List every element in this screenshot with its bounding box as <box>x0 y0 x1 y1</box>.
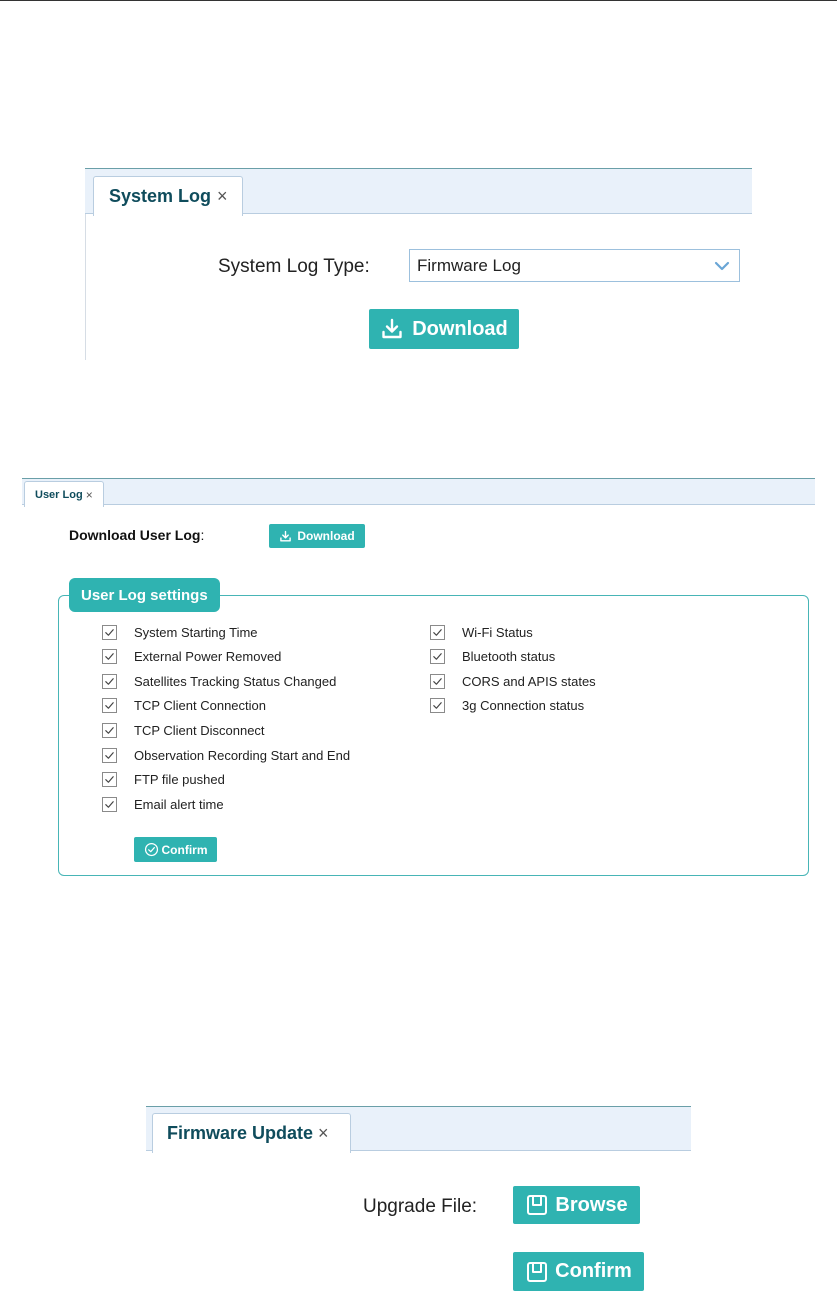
page-top-rule <box>0 0 837 1</box>
log-setting-label: Observation Recording Start and End <box>134 747 351 763</box>
checkmark-icon <box>104 725 115 736</box>
user-log-settings-title: User Log settings <box>69 578 220 612</box>
download-icon <box>279 530 292 543</box>
system-log-download-button[interactable] <box>369 309 519 349</box>
checkmark-icon <box>432 700 443 711</box>
log-setting-item[interactable] <box>102 770 225 790</box>
log-setting-item[interactable] <box>430 622 533 642</box>
log-setting-label: TCP Client Connection <box>134 698 266 714</box>
chevron-down-icon[interactable] <box>711 257 733 275</box>
system-log-type-value: Firmware Log <box>417 255 521 275</box>
download-user-log-label <box>69 527 204 543</box>
log-setting-label: Satellites Tracking Status Changed <box>134 673 337 689</box>
log-setting-label: Email alert time <box>134 796 224 812</box>
user-log-tab-strip <box>22 478 815 505</box>
log-setting-item[interactable] <box>102 696 266 716</box>
tab-user-log-label: User Log <box>35 488 83 501</box>
checkmark-icon <box>432 627 443 638</box>
download-user-log-colon: : <box>200 527 205 543</box>
firmware-confirm-label: Confirm <box>555 1260 632 1282</box>
checkmark-icon <box>104 750 115 761</box>
user-log-download-button[interactable] <box>269 524 365 548</box>
log-setting-checkbox[interactable] <box>430 625 445 640</box>
upgrade-file-label: Upgrade File: <box>363 1196 478 1217</box>
log-setting-item[interactable] <box>430 671 596 691</box>
log-setting-checkbox[interactable] <box>102 748 117 763</box>
checkmark-icon <box>104 799 115 810</box>
log-setting-item[interactable] <box>102 720 265 740</box>
log-setting-label: 3g Connection status <box>462 698 585 714</box>
log-setting-item[interactable] <box>102 647 281 667</box>
log-setting-label: External Power Removed <box>134 649 282 665</box>
tab-system-log-label: System Log <box>109 186 212 206</box>
checkmark-icon <box>104 700 115 711</box>
system-log-download-label: Download <box>412 317 508 340</box>
download-user-log-text: Download User Log <box>69 527 201 543</box>
tab-user-log[interactable] <box>24 481 104 507</box>
tab-firmware-update-close-icon[interactable]: × <box>318 1123 329 1143</box>
log-setting-item[interactable] <box>430 696 584 716</box>
tab-system-log-close-icon[interactable]: × <box>217 186 228 206</box>
checkmark-icon <box>432 676 443 687</box>
checkmark-icon <box>432 651 443 662</box>
log-setting-label: Bluetooth status <box>462 649 556 665</box>
user-log-confirm-button[interactable] <box>134 837 217 862</box>
log-setting-label: TCP Client Disconnect <box>134 722 265 738</box>
log-setting-item[interactable] <box>102 671 336 691</box>
log-setting-checkbox[interactable] <box>102 698 117 713</box>
log-setting-label: CORS and APIS states <box>462 673 596 689</box>
log-setting-item[interactable] <box>102 745 350 765</box>
checkmark-icon <box>104 774 115 785</box>
log-setting-item[interactable] <box>102 794 224 814</box>
log-setting-item[interactable] <box>102 622 258 642</box>
firmware-confirm-button[interactable] <box>513 1252 644 1291</box>
log-setting-checkbox[interactable] <box>430 674 445 689</box>
log-setting-label: Wi-Fi Status <box>462 624 533 640</box>
tab-system-log[interactable] <box>93 176 243 216</box>
tab-firmware-update[interactable] <box>152 1113 351 1153</box>
log-setting-checkbox[interactable] <box>102 772 117 787</box>
tab-user-log-close-icon[interactable]: × <box>85 487 93 502</box>
log-setting-checkbox[interactable] <box>102 625 117 640</box>
log-setting-checkbox[interactable] <box>102 723 117 738</box>
checkmark-icon <box>104 627 115 638</box>
floppy-icon <box>525 1193 549 1217</box>
checkmark-icon <box>104 676 115 687</box>
log-setting-checkbox[interactable] <box>430 649 445 664</box>
log-setting-label: FTP file pushed <box>134 772 225 788</box>
download-icon <box>380 317 404 341</box>
floppy-icon <box>525 1260 549 1284</box>
log-setting-label: System Starting Time <box>134 624 258 640</box>
tab-firmware-update-label: Firmware Update <box>167 1123 314 1143</box>
browse-label: Browse <box>555 1193 628 1216</box>
user-log-confirm-label: Confirm <box>161 842 208 857</box>
browse-button[interactable] <box>513 1186 640 1224</box>
system-log-type-label: System Log Type: <box>218 256 370 277</box>
firmware-update-tab-strip <box>146 1106 691 1151</box>
log-setting-item[interactable] <box>430 647 555 667</box>
system-log-tab-strip <box>85 168 752 214</box>
log-setting-checkbox[interactable] <box>430 698 445 713</box>
log-setting-checkbox[interactable] <box>102 649 117 664</box>
log-setting-checkbox[interactable] <box>102 674 117 689</box>
log-setting-checkbox[interactable] <box>102 797 117 812</box>
user-log-download-label: Download <box>297 529 355 543</box>
system-log-type-select[interactable] <box>409 249 740 282</box>
check-circle-icon <box>144 842 159 857</box>
checkmark-icon <box>104 651 115 662</box>
